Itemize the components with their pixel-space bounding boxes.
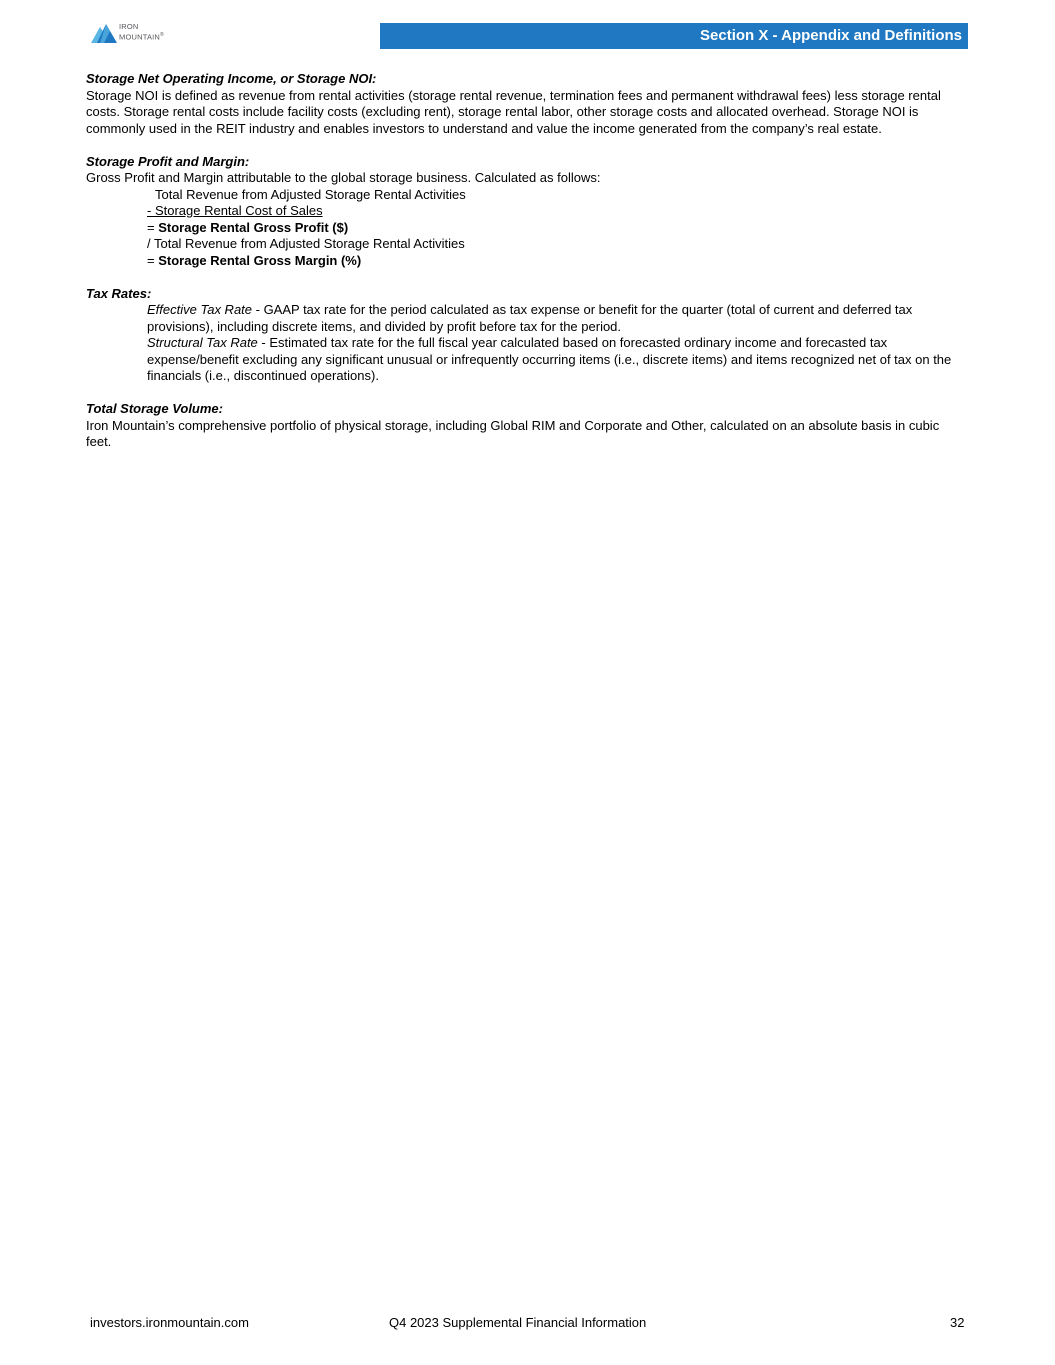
formula-line-divide: / Total Revenue from Adjusted Storage Rental Activities [147,236,465,251]
footer-report-title: Q4 2023 Supplemental Financial Information [389,1315,647,1330]
definition-heading: Storage Net Operating Income, or Storage NOI: [86,71,377,86]
footer-website-link[interactable]: investors.ironmountain.com [90,1315,249,1330]
definitions-content [86,71,968,467]
mountain-logo-icon [91,22,119,44]
formula-line-cost: - Storage Rental Cost of Sales [147,203,323,218]
definition-body: Iron Mountain’s comprehensive portfolio of physical storage, including Global RIM and Corporate and Other, calculated on an absolute basis in cubic feet. [86,417,940,449]
definition-storage-profit [86,154,968,270]
structural-tax-rate-definition: Structural Tax Rate - Estimated tax rate for the full fiscal year calculated based on forecasted ordinary income and forecasted tax expense/benefit excluding any significant unusual or infrequently occurring items (i.e., discrete items) and items recognized net of tax on the financials (i.e., discontinued operations). [147,335,952,383]
definition-total-storage-volume [86,401,968,451]
logo-line-mountain: MOUNTAIN® [119,32,164,42]
formula-line-revenue: Total Revenue from Adjusted Storage Rental Activities [155,186,466,202]
section-title-banner: Section X - Appendix and Definitions [380,23,968,49]
formula-line-gross-margin: = Storage Rental Gross Margin (%) [147,252,362,268]
definition-body: Storage NOI is defined as revenue from rental activities (storage rental revenue, termination fees and permanent withdrawal fees) less storage rental costs. Storage rental costs include facility costs (excluding rent), storage rental labor, other storage costs and allocated overhead. Storage NOI is commonly used in the REIT industry and enables investors to understand and value the income generated from the company’s real estate. [86,87,941,136]
definition-heading: Storage Profit and Margin: [86,153,250,169]
definition-heading: Total Storage Volume: [86,401,223,416]
definition-storage-noi [86,71,968,137]
footer-page-number: 32 [950,1315,965,1330]
definition-intro: Gross Profit and Margin attributable to the global storage business. Calculated as follows: [86,170,601,185]
logo-wordmark [119,22,164,42]
definition-heading: Tax Rates: [86,285,152,301]
company-logo [91,22,181,46]
effective-tax-rate-definition: Effective Tax Rate - GAAP tax rate for the period calculated as tax expense or benefit for the quarter (total of current and deferred tax provisions), including discrete items, and divided by profit before tax for the period. [147,302,913,334]
formula-line-gross-profit: = Storage Rental Gross Profit ($) [147,219,349,235]
logo-line-iron: IRON [119,22,139,31]
definition-tax-rates [86,286,968,385]
